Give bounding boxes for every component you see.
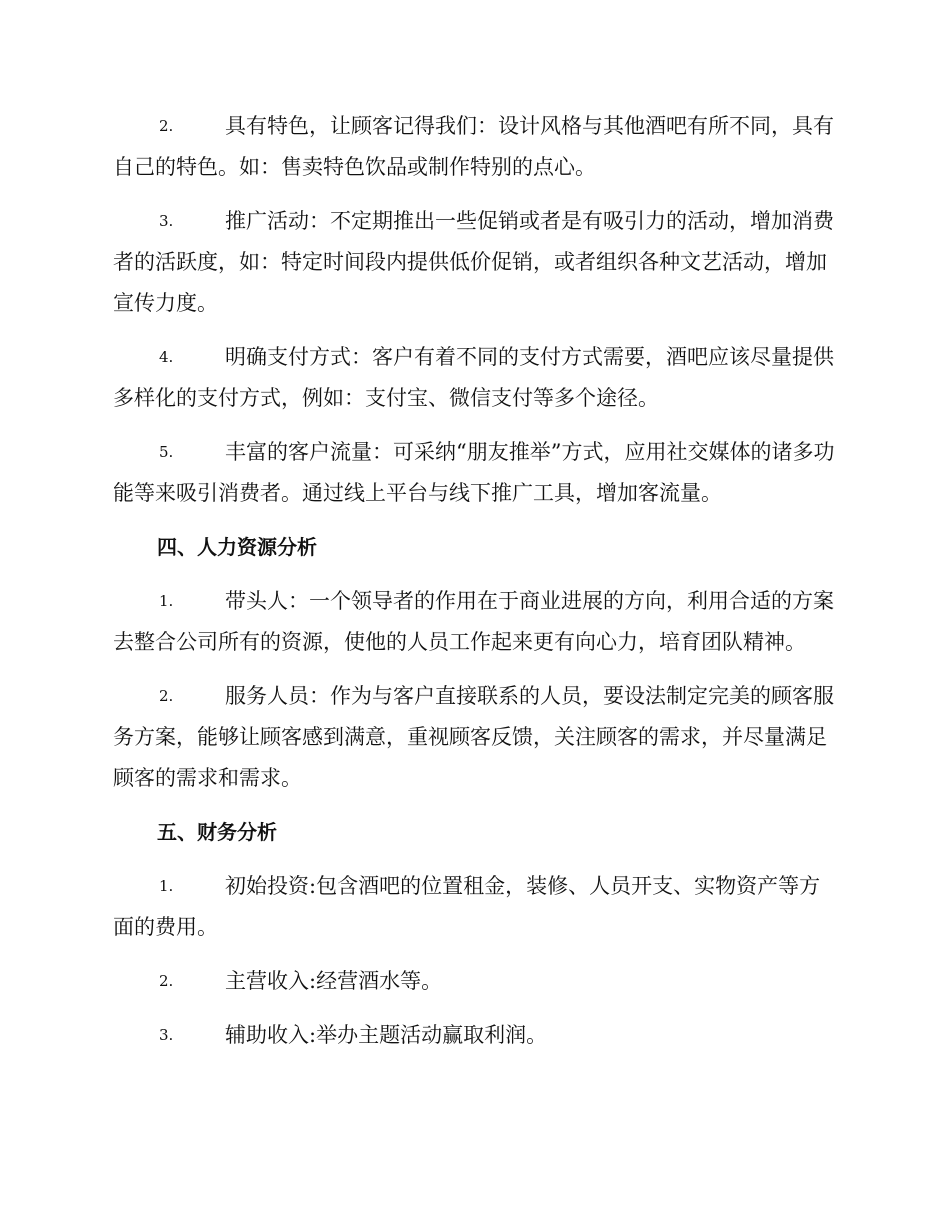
list-item-3-aux-income	[113, 1015, 838, 1056]
list-number: 4.	[159, 348, 174, 366]
list-number: 2.	[159, 117, 174, 135]
list-item-text: 明确支付方式：客户有着不同的支付方式需要，酒吧应该尽量提供多样化的支付方式，例如：支付宝、微信支付等多个途径。	[113, 345, 834, 410]
list-item-1-investment	[113, 866, 838, 948]
list-item-1-leader	[113, 581, 838, 663]
section-heading-finance: 五、财务分析	[157, 820, 277, 844]
list-item-5-traffic	[113, 432, 838, 514]
list-number: 3.	[159, 1026, 174, 1044]
list-item-2-main-income	[113, 961, 838, 1002]
list-item-text: 服务人员：作为与客户直接联系的人员，要设法制定完美的顾客服务方案，能够让顾客感到满意，重视顾客反馈，关注顾客的需求，并尽量满足顾客的需求和需求。	[113, 684, 834, 790]
document-page	[113, 106, 838, 1069]
list-item-text: 具有特色，让顾客记得我们：设计风格与其他酒吧有所不同，具有自己的特色。如：售卖特色饮品或制作特别的点心。	[113, 114, 834, 179]
list-item-text: 带头人：一个领导者的作用在于商业进展的方向，利用合适的方案去整合公司所有的资源，使他的人员工作起来更有向心力，培育团队精神。	[113, 589, 834, 654]
list-item-text: 辅助收入:举办主题活动赢取利润。	[225, 1023, 548, 1047]
list-number: 2.	[159, 972, 174, 990]
list-item-3-promotion	[113, 201, 838, 324]
list-item-4-payment	[113, 337, 838, 419]
list-item-text: 初始投资:包含酒吧的位置租金，装修、人员开支、实物资产等方面的费用。	[113, 874, 821, 939]
list-item-text: 推广活动：不定期推出一些促销或者是有吸引力的活动，增加消费者的活跃度，如：特定时间段内提供低价促销，或者组织各种文艺活动，增加宣传力度。	[113, 209, 834, 315]
list-item-text: 丰富的客户流量：可采纳“朋友推举”方式，应用社交媒体的诸多功能等来吸引消费者。通过线上平台与线下推广工具，增加客流量。	[113, 440, 835, 505]
section-heading-hr: 四、人力资源分析	[157, 535, 317, 559]
list-number: 1.	[159, 877, 174, 895]
list-number: 3.	[159, 212, 174, 230]
list-item-2-feature	[113, 106, 838, 188]
list-number: 1.	[159, 592, 174, 610]
list-number: 2.	[159, 687, 174, 705]
list-number: 5.	[159, 443, 174, 461]
list-item-2-service-staff	[113, 676, 838, 799]
list-item-text: 主营收入:经营酒水等。	[225, 969, 443, 993]
